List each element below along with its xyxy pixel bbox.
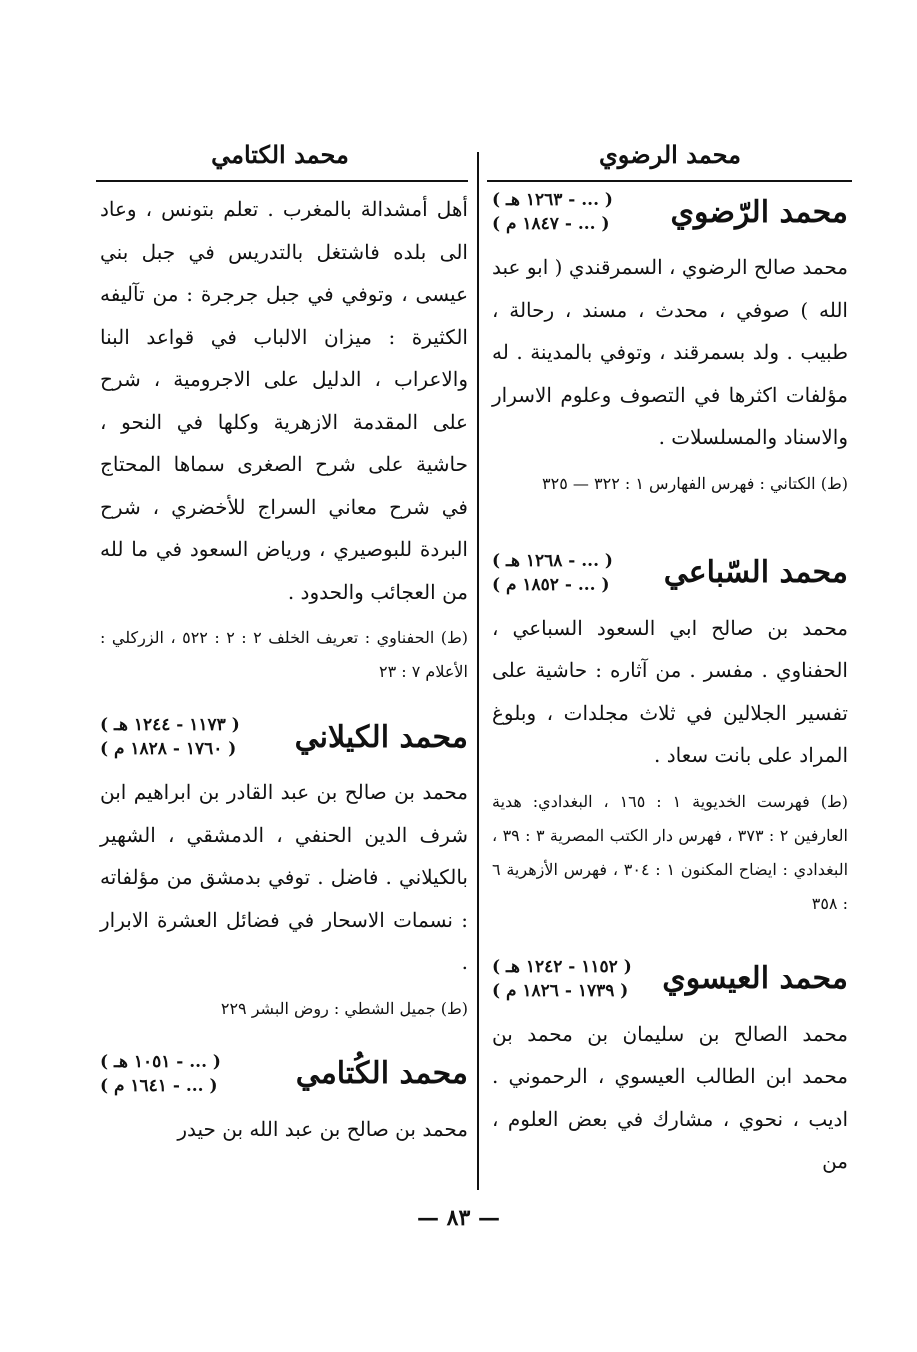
entry-body: محمد بن صالح بن عبد القادر بن ابراهيم ابن شرف الدين الحنفي ، الدمشقي ، الشهير بالكيلاني . فاضل . توفي بدمشق من مؤلفاته : نسمات الاسحار في فضائل العشرة الابرار . <box>100 780 468 974</box>
entry-heading <box>100 1050 468 1098</box>
dates-gregorian: ( ... - ١٦٤١ م ) <box>100 1075 218 1096</box>
entry-name: محمد السّباعي <box>663 555 848 590</box>
entry-body: محمد بن صالح بن عبد الله بن حيدر <box>177 1116 468 1141</box>
spacer <box>100 1026 468 1050</box>
dates-gregorian: ( ... - ١٨٤٧ م ) <box>492 214 610 234</box>
continuation-body: أهل أمشدالة بالمغرب . تعلم بتونس ، وعاد الى بلده فاشتغل بالتدريس في جبل بني عيسى ، وتوفي في جبل جرجرة : من تآليفه الكثيرة : ميزان الالباب في قواعد البنا والاعراب ، الدليل على الاجرومية ، شرح على المقدمة الازهرية وكلها في النحو ، حاشية على شرح الصغرى سماها المحتاج في شرح معاني السراج للأخضري ، شرح البردة للبوصيري ، ورياض السعود في ما لله من العجائب والحدود . <box>100 197 468 604</box>
entry-name: محمد الكيلاني <box>294 719 468 755</box>
entry-body: محمد الصالح بن سليمان بن محمد بن محمد ابن الطالب العيسوي ، الرحموني . اديب ، نحوي ، مشارك في بعض العلوم ، من <box>492 1021 848 1173</box>
dates-hijri: ( ... - ١٠٥١ هـ ) <box>100 1051 221 1072</box>
entry-dates <box>492 188 613 236</box>
entry-body: محمد بن صالح ابي السعود السباعي ، الحفناوي . مفسر . من آثاره : حاشية على تفسير الجلالين في ثلاث مجلدات ، وبلوغ المراد على بانت سعاد . <box>492 615 848 767</box>
entry-isawi <box>492 955 848 1183</box>
entry-dates <box>100 1050 221 1098</box>
dates-gregorian: ( ... - ١٨٥٢ م ) <box>492 574 610 595</box>
spacer <box>492 501 848 549</box>
entry-heading <box>492 188 848 236</box>
continuation-reference: (ط) الحفناوي : تعريف الخلف ٢ : ٢ : ٥٢٢ ، الزركلي : الأعلام ٧ : ٢٣ <box>100 628 469 681</box>
header-rule-right <box>487 180 852 182</box>
dates-gregorian: ( ١٧٦٠ - ١٨٢٨ م ) <box>100 739 237 759</box>
entry-name: محمد العيسوي <box>662 961 848 996</box>
entry-ridawi <box>492 188 848 501</box>
entry-sibai <box>492 549 848 921</box>
entry-reference: (ط) جميل الشطي : روض البشر ٢٢٩ <box>220 998 468 1018</box>
entry-dates <box>492 549 613 597</box>
running-header-right: محمد الرضوي <box>599 140 741 169</box>
header-rule-left <box>96 180 468 182</box>
entry-name: محمد الرّضوي <box>670 194 848 230</box>
spacer <box>100 689 468 713</box>
column-divider <box>477 152 479 1190</box>
entry-name: محمد الكُتامي <box>295 1056 468 1091</box>
entry-heading <box>492 955 848 1003</box>
entry-body: محمد صالح الرضوي ، السمرقندي ( ابو عبد الله ) صوفي ، محدث ، مسند ، رحالة ، طبيب . ولد بسمرقند ، وتوفي بالمدينة . له مؤلفات اكثرها في التصوف وعلوم الاسرار والاسناد والمسلسلات . <box>492 255 848 449</box>
dates-hijri: ( ١١٧٣ - ١٢٤٤ هـ ) <box>100 715 240 735</box>
entry-reference: (ط) الكتاني : فهرس الفهارس ١ : ٣٢٢ — ٣٢٥ <box>542 473 848 493</box>
dates-hijri: ( ... - ١٢٦٣ هـ ) <box>492 190 613 210</box>
entry-dates <box>492 955 632 1003</box>
entry-kutami <box>100 1050 468 1151</box>
dates-hijri: ( ١١٥٢ - ١٢٤٢ هـ ) <box>492 956 632 977</box>
dates-gregorian: ( ١٧٣٩ - ١٨٢٦ م ) <box>492 980 629 1001</box>
entry-dates <box>100 713 240 761</box>
entry-reference: (ط) فهرست الخديوية ١ : ١٦٥ ، البغدادي: هدية العارفين ٢ : ٣٧٣ ، فهرس دار الكتب المصرية ٣ : ٣٩ ، البغدادي : ايضاح المكنون ١ : ٣٠٤ ، فهرس الأزهرية ٦ : ٣٥٨ <box>492 791 849 913</box>
right-column <box>492 188 848 1183</box>
running-header-left: محمد الكتامي <box>211 140 349 169</box>
entry-heading <box>100 713 468 761</box>
left-column <box>100 188 468 1150</box>
entry-heading <box>492 549 848 597</box>
spacer <box>492 921 848 955</box>
entry-kilani <box>100 713 468 1026</box>
dates-hijri: ( ... - ١٢٦٨ هـ ) <box>492 550 613 571</box>
page-number: — ٨٣ — <box>417 1205 500 1231</box>
